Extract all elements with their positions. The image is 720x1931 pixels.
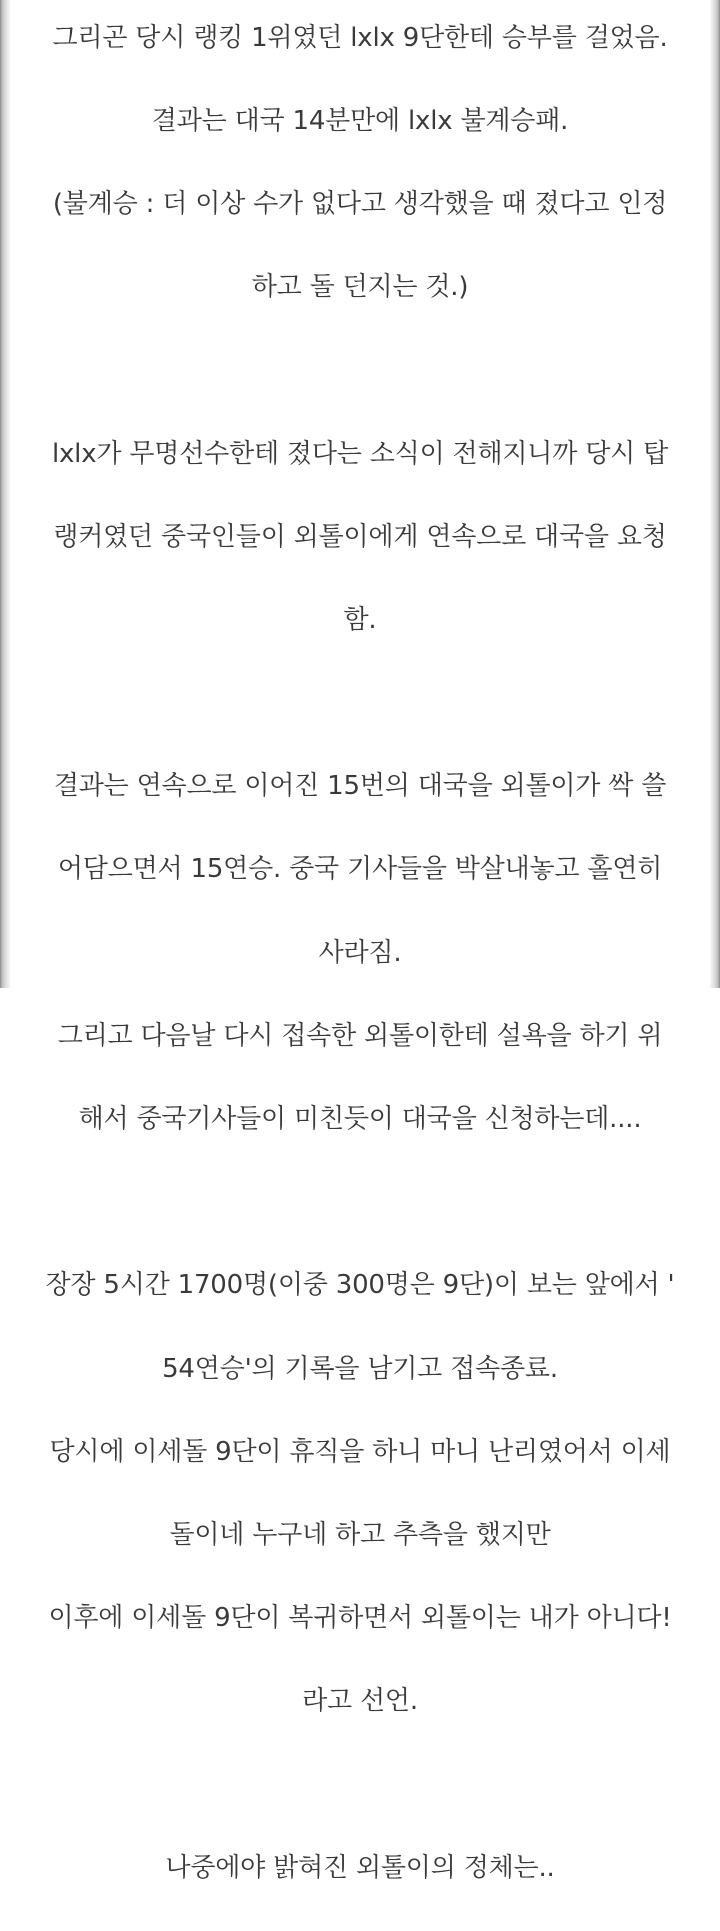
text-line: 랭커였던 중국인들이 외톨이에게 연속으로 대국을 요청: [53, 521, 667, 552]
text-line: 라고 선언.: [302, 1686, 418, 1717]
text-line: lxlx가 무명선수한테 졌다는 소식이 전해지니까 당시 탑: [51, 438, 669, 469]
text-line: 결과는 대국 14분만에 lxlx 불계승패.: [151, 105, 569, 136]
text-line: 돌이네 누구네 하고 추측을 했지만: [169, 1519, 551, 1550]
text-line: 하고 돌 던지는 것.): [251, 272, 469, 303]
text-line: 어담으면서 15연승. 중국 기사들을 박살내놓고 홀연히: [57, 854, 663, 885]
left-edge-shadow: [0, 0, 11, 988]
paragraph-4: [14, 1224, 706, 1765]
text-line: 이후에 이세돌 9단이 복귀하면서 외톨이는 내가 아니다!: [48, 1603, 672, 1634]
right-edge-shadow: [709, 0, 720, 988]
article-body: [14, 0, 706, 1931]
text-line: (불계승 : 더 이상 수가 없다고 생각했을 때 졌다고 인정: [52, 188, 668, 219]
text-line: 함.: [343, 604, 377, 635]
paragraph-5: [14, 1806, 706, 1931]
text-line: 결과는 연속으로 이어진 15번의 대국을 외톨이가 싹 쓸: [53, 771, 667, 802]
paragraph-3: [14, 725, 706, 1183]
paragraph-1: [14, 0, 706, 350]
text-line: 나중에야 밝혀진 외톨이의 정체는..: [165, 1852, 555, 1883]
text-line: 사라짐.: [318, 937, 402, 968]
text-line: 당시에 이세돌 9단이 휴직을 하니 마니 난리였어서 이세: [49, 1436, 671, 1467]
text-line: 그리고 다음날 다시 접속한 외톨이한테 설욕을 하기 위: [57, 1020, 663, 1051]
text-line: 그리곤 당시 랭킹 1위였던 lxlx 9단한테 승부를 걸었음.: [52, 22, 668, 53]
text-line: 해서 중국기사들이 미친듯이 대국을 신청하는데....: [78, 1104, 642, 1135]
text-line: 54연승'의 기록을 남기고 접속종료.: [162, 1353, 558, 1384]
paragraph-2: [14, 392, 706, 683]
text-line: 장장 5시간 1700명(이중 300명은 9단)이 보는 앞에서 ': [45, 1270, 675, 1301]
